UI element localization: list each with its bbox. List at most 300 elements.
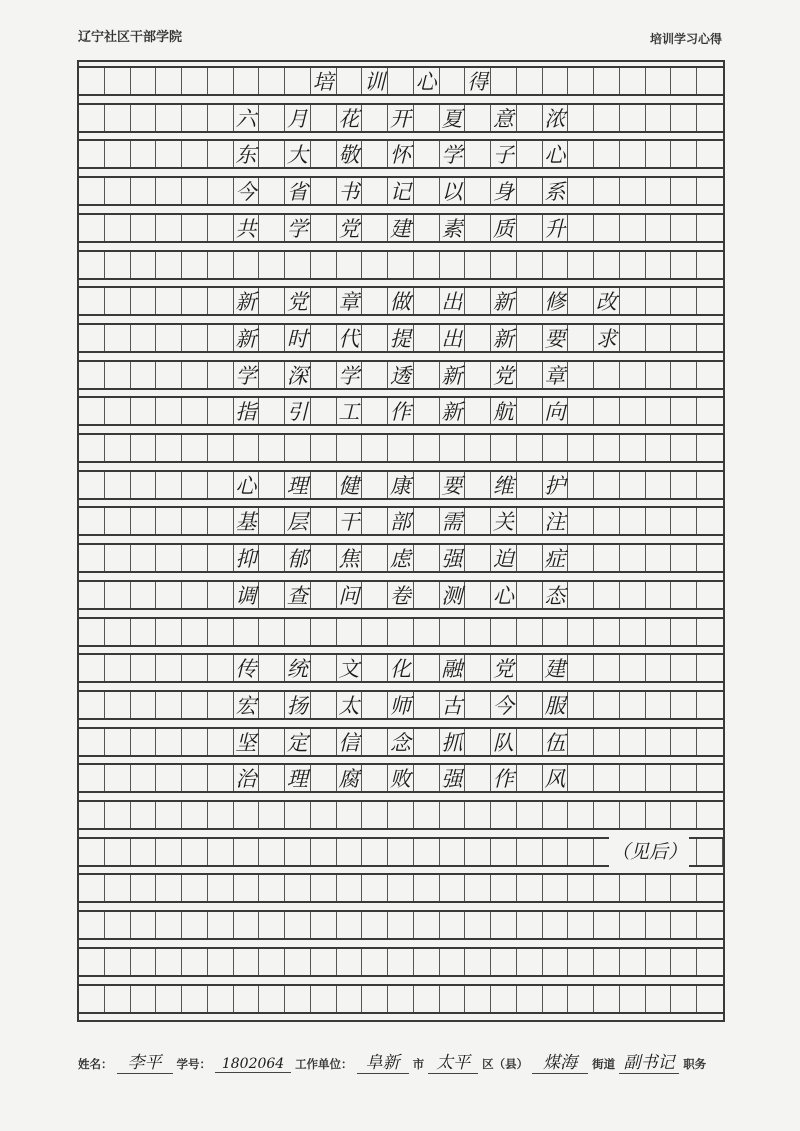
grid-cell	[414, 912, 440, 938]
grid-cell	[440, 435, 466, 461]
grid-cell	[671, 472, 697, 498]
grid-cell	[671, 582, 697, 608]
district-unit: 区（县）	[482, 1057, 529, 1071]
grid-cell	[620, 692, 646, 718]
grid-cell	[646, 105, 672, 131]
grid-cell	[182, 986, 208, 1012]
grid-cell	[156, 508, 182, 534]
grid-cell	[337, 839, 363, 865]
grid-cell	[543, 68, 569, 94]
grid-cell	[337, 68, 363, 94]
grid-cell: 章	[543, 362, 569, 388]
grid-cell	[620, 472, 646, 498]
grid-cell	[182, 912, 208, 938]
grid-cell: 念	[388, 729, 414, 755]
grid-cell	[259, 949, 285, 975]
grid-cell	[337, 252, 363, 278]
grid-row	[79, 323, 723, 353]
grid-cell	[259, 325, 285, 351]
grid-cell: 心	[491, 582, 517, 608]
grid-cell	[543, 619, 569, 645]
grid-cell	[697, 802, 723, 828]
grid-cell	[311, 141, 337, 167]
grid-cell	[646, 655, 672, 681]
grid-cell	[646, 802, 672, 828]
grid-cell	[465, 178, 491, 204]
grid-cell	[131, 252, 157, 278]
grid-cell	[620, 435, 646, 461]
grid-cell	[362, 545, 388, 571]
grid-row	[79, 213, 723, 243]
grid-cell	[465, 141, 491, 167]
grid-cell	[79, 252, 105, 278]
grid-cell	[465, 435, 491, 461]
grid-cell	[388, 252, 414, 278]
grid-cell	[568, 582, 594, 608]
grid-cell: 调	[234, 582, 260, 608]
grid-cell	[465, 986, 491, 1012]
grid-cell	[259, 619, 285, 645]
grid-cell	[208, 912, 234, 938]
grid-cell	[156, 839, 182, 865]
grid-cell: 浓	[543, 105, 569, 131]
work-label: 工作单位：	[295, 1057, 353, 1071]
grid-cell	[491, 875, 517, 901]
grid-cell: 查	[285, 582, 311, 608]
grid-cell	[131, 875, 157, 901]
grid-cell	[182, 435, 208, 461]
grid-cell	[311, 986, 337, 1012]
grid-cell	[208, 729, 234, 755]
grid-cell	[491, 435, 517, 461]
grid-cell	[646, 765, 672, 791]
grid-cell: 章	[337, 288, 363, 314]
grid-cell	[517, 655, 543, 681]
grid-cell	[646, 619, 672, 645]
footer-info	[78, 1048, 738, 1074]
grid-cell	[208, 472, 234, 498]
grid-cell	[594, 508, 620, 534]
grid-cell	[388, 802, 414, 828]
grid-cell	[594, 692, 620, 718]
grid-cell	[285, 949, 311, 975]
grid-cell	[465, 655, 491, 681]
grid-cell	[285, 986, 311, 1012]
grid-cell	[311, 582, 337, 608]
grid-cell	[156, 362, 182, 388]
grid-cell	[620, 508, 646, 534]
grid-cell	[79, 141, 105, 167]
grid-cell	[105, 141, 131, 167]
grid-cell: 焦	[337, 545, 363, 571]
grid-cell	[79, 619, 105, 645]
grid-cell	[568, 619, 594, 645]
grid-cell	[543, 252, 569, 278]
grid-cell	[182, 949, 208, 975]
grid-cell	[414, 398, 440, 424]
grid-cell	[234, 802, 260, 828]
grid-cell	[156, 729, 182, 755]
name-value: 李平	[117, 1048, 173, 1074]
grid-cell	[620, 875, 646, 901]
grid-cell	[131, 655, 157, 681]
grid-cell	[594, 252, 620, 278]
grid-cell	[311, 398, 337, 424]
grid-row	[79, 947, 723, 977]
grid-cell	[234, 949, 260, 975]
grid-cell	[620, 765, 646, 791]
grid-cell: 宏	[234, 692, 260, 718]
grid-cell	[646, 875, 672, 901]
grid-cell: 质	[491, 215, 517, 241]
grid-cell	[646, 729, 672, 755]
grid-cell	[440, 68, 466, 94]
grid-cell: 新	[491, 288, 517, 314]
grid-cell: 提	[388, 325, 414, 351]
grid-cell	[131, 545, 157, 571]
grid-cell	[131, 435, 157, 461]
grid-cell	[337, 912, 363, 938]
grid-cell	[105, 288, 131, 314]
grid-cell	[517, 508, 543, 534]
grid-cell	[697, 912, 723, 938]
grid-cell	[671, 288, 697, 314]
grid-cell	[182, 215, 208, 241]
grid-cell	[697, 619, 723, 645]
grid-cell	[208, 68, 234, 94]
grid-cell	[285, 68, 311, 94]
city-value: 阜新	[357, 1048, 409, 1074]
grid-cell	[362, 655, 388, 681]
grid-cell: 抓	[440, 729, 466, 755]
grid-cell	[568, 472, 594, 498]
grid-cell	[259, 105, 285, 131]
grid-cell	[646, 582, 672, 608]
grid-cell	[311, 949, 337, 975]
grid-cell	[620, 729, 646, 755]
grid-cell	[131, 949, 157, 975]
grid-cell	[131, 765, 157, 791]
grid-cell	[543, 986, 569, 1012]
grid-cell	[105, 105, 131, 131]
grid-cell	[517, 252, 543, 278]
grid-cell: 素	[440, 215, 466, 241]
grid-cell: 维	[491, 472, 517, 498]
grid-cell	[259, 545, 285, 571]
grid-cell	[594, 655, 620, 681]
grid-cell: 强	[440, 765, 466, 791]
grid-cell: 向	[543, 398, 569, 424]
grid-cell	[517, 619, 543, 645]
grid-cell	[79, 398, 105, 424]
grid-cell	[594, 178, 620, 204]
grid-cell: 服	[543, 692, 569, 718]
grid-cell	[131, 105, 157, 131]
grid-cell: 要	[440, 472, 466, 498]
grid-cell	[362, 619, 388, 645]
grid-cell	[362, 692, 388, 718]
grid-cell	[79, 692, 105, 718]
grid-cell	[79, 949, 105, 975]
grid-cell	[208, 362, 234, 388]
grid-cell: 坚	[234, 729, 260, 755]
grid-cell	[182, 729, 208, 755]
grid-cell	[568, 178, 594, 204]
grid-cell	[337, 875, 363, 901]
grid-cell	[259, 986, 285, 1012]
grid-cell: 透	[388, 362, 414, 388]
grid-cell	[259, 68, 285, 94]
grid-cell	[156, 912, 182, 938]
grid-cell	[259, 252, 285, 278]
grid-cell	[156, 105, 182, 131]
grid-cell	[697, 472, 723, 498]
grid-cell	[697, 986, 723, 1012]
grid-cell	[208, 141, 234, 167]
grid-cell: 大	[285, 141, 311, 167]
grid-cell: 培	[311, 68, 337, 94]
grid-cell	[208, 252, 234, 278]
grid-cell	[362, 839, 388, 865]
grid-cell: 注	[543, 508, 569, 534]
grid-cell: 航	[491, 398, 517, 424]
grid-cell	[568, 362, 594, 388]
grid-cell	[440, 912, 466, 938]
grid-cell	[440, 252, 466, 278]
grid-cell	[285, 839, 311, 865]
grid-cell	[208, 765, 234, 791]
grid-cell	[182, 362, 208, 388]
grid-cell: 扬	[285, 692, 311, 718]
grid-cell	[311, 655, 337, 681]
grid-cell	[182, 472, 208, 498]
grid-cell	[105, 325, 131, 351]
grid-cell	[259, 472, 285, 498]
grid-cell	[543, 949, 569, 975]
closing-note: （见后）	[609, 837, 689, 867]
grid-cell	[465, 765, 491, 791]
grid-cell	[156, 325, 182, 351]
grid-cell	[79, 105, 105, 131]
grid-cell	[388, 619, 414, 645]
grid-cell: 心	[543, 141, 569, 167]
grid-cell	[414, 178, 440, 204]
grid-cell: 月	[285, 105, 311, 131]
grid-cell	[671, 141, 697, 167]
grid-cell	[414, 472, 440, 498]
grid-cell	[517, 729, 543, 755]
grid-cell	[79, 839, 105, 865]
grid-cell	[79, 912, 105, 938]
grid-cell	[697, 765, 723, 791]
grid-cell	[388, 435, 414, 461]
grid-cell: 融	[440, 655, 466, 681]
grid-cell	[182, 619, 208, 645]
grid-cell	[362, 729, 388, 755]
grid-cell	[259, 655, 285, 681]
grid-cell: 关	[491, 508, 517, 534]
grid-cell: 今	[234, 178, 260, 204]
grid-cell	[105, 949, 131, 975]
grid-cell	[388, 839, 414, 865]
grid-cell	[208, 839, 234, 865]
grid-cell	[105, 986, 131, 1012]
grid-cell	[105, 215, 131, 241]
grid-cell	[182, 68, 208, 94]
grid-cell	[311, 288, 337, 314]
grid-cell	[79, 215, 105, 241]
grid-cell	[671, 362, 697, 388]
grid-cell	[156, 398, 182, 424]
grid-cell: 队	[491, 729, 517, 755]
grid-cell	[311, 692, 337, 718]
grid-cell	[182, 325, 208, 351]
grid-cell	[156, 582, 182, 608]
grid-cell	[131, 986, 157, 1012]
grid-cell	[208, 178, 234, 204]
grid-cell	[671, 949, 697, 975]
grid-cell: 意	[491, 105, 517, 131]
grid-cell	[311, 472, 337, 498]
grid-cell	[646, 545, 672, 571]
grid-cell	[465, 288, 491, 314]
grid-cell	[285, 252, 311, 278]
grid-cell	[156, 252, 182, 278]
grid-cell	[414, 619, 440, 645]
grid-cell	[105, 765, 131, 791]
grid-cell: 师	[388, 692, 414, 718]
grid-cell	[620, 802, 646, 828]
grid-cell	[568, 765, 594, 791]
grid-cell	[620, 141, 646, 167]
grid-cell	[131, 472, 157, 498]
grid-cell: 要	[543, 325, 569, 351]
grid-cell	[465, 839, 491, 865]
grid-cell	[362, 582, 388, 608]
grid-cell	[362, 765, 388, 791]
grid-cell: 心	[414, 68, 440, 94]
grid-cell	[208, 802, 234, 828]
grid-cell	[182, 252, 208, 278]
grid-cell	[646, 435, 672, 461]
grid-row	[79, 433, 723, 463]
grid-cell	[517, 215, 543, 241]
grid-cell	[568, 252, 594, 278]
grid-cell: 文	[337, 655, 363, 681]
grid-cell	[156, 986, 182, 1012]
grid-cell	[156, 68, 182, 94]
grid-cell	[362, 435, 388, 461]
grid-cell	[105, 545, 131, 571]
grid-cell	[156, 949, 182, 975]
grid-cell	[311, 875, 337, 901]
grid-cell	[517, 986, 543, 1012]
grid-cell	[568, 105, 594, 131]
grid-cell	[697, 252, 723, 278]
grid-cell	[105, 692, 131, 718]
grid-cell	[594, 875, 620, 901]
grid-row	[79, 360, 723, 390]
grid-cell: 深	[285, 362, 311, 388]
grid-cell	[156, 802, 182, 828]
grid-cell	[517, 692, 543, 718]
grid-cell	[362, 288, 388, 314]
grid-cell	[517, 839, 543, 865]
position-unit: 职务	[683, 1057, 707, 1071]
grid-cell	[131, 178, 157, 204]
grid-cell	[156, 619, 182, 645]
grid-cell	[517, 288, 543, 314]
grid-cell	[234, 986, 260, 1012]
grid-cell	[414, 729, 440, 755]
grid-cell: 腐	[337, 765, 363, 791]
grid-cell	[208, 508, 234, 534]
grid-cell	[414, 252, 440, 278]
grid-cell	[465, 802, 491, 828]
grid-cell	[697, 582, 723, 608]
grid-cell	[362, 398, 388, 424]
grid-cell	[671, 875, 697, 901]
grid-cell	[105, 435, 131, 461]
grid-cell	[362, 508, 388, 534]
grid-cell	[491, 839, 517, 865]
grid-cell	[156, 178, 182, 204]
grid-cell	[182, 508, 208, 534]
grid-cell	[234, 68, 260, 94]
grid-cell	[646, 141, 672, 167]
grid-cell	[517, 582, 543, 608]
grid-cell: 干	[337, 508, 363, 534]
street-unit: 街道	[592, 1057, 616, 1071]
grid-cell: 书	[337, 178, 363, 204]
grid-cell: 护	[543, 472, 569, 498]
grid-cell	[79, 435, 105, 461]
grid-cell	[414, 655, 440, 681]
grid-cell: 康	[388, 472, 414, 498]
grid-cell	[465, 105, 491, 131]
grid-cell	[131, 325, 157, 351]
grid-cell	[208, 875, 234, 901]
grid-cell	[465, 398, 491, 424]
position-value: 副书记	[619, 1048, 679, 1074]
grid-cell	[594, 729, 620, 755]
grid-cell	[543, 912, 569, 938]
grid-cell	[697, 68, 723, 94]
grid-cell	[568, 68, 594, 94]
grid-cell	[285, 802, 311, 828]
grid-cell: 东	[234, 141, 260, 167]
grid-cell	[697, 655, 723, 681]
grid-cell	[568, 986, 594, 1012]
grid-cell	[79, 178, 105, 204]
grid-cell	[671, 435, 697, 461]
grid-cell	[311, 729, 337, 755]
grid-cell	[697, 729, 723, 755]
grid-cell	[362, 178, 388, 204]
grid-cell	[208, 692, 234, 718]
grid-cell	[105, 802, 131, 828]
grid-row	[79, 617, 723, 647]
grid-cell	[311, 362, 337, 388]
grid-cell	[156, 875, 182, 901]
grid-cell: 系	[543, 178, 569, 204]
grid-cell: 古	[440, 692, 466, 718]
grid-cell	[388, 986, 414, 1012]
grid-cell	[79, 875, 105, 901]
grid-cell	[517, 912, 543, 938]
grid-cell	[337, 619, 363, 645]
grid-cell	[697, 435, 723, 461]
